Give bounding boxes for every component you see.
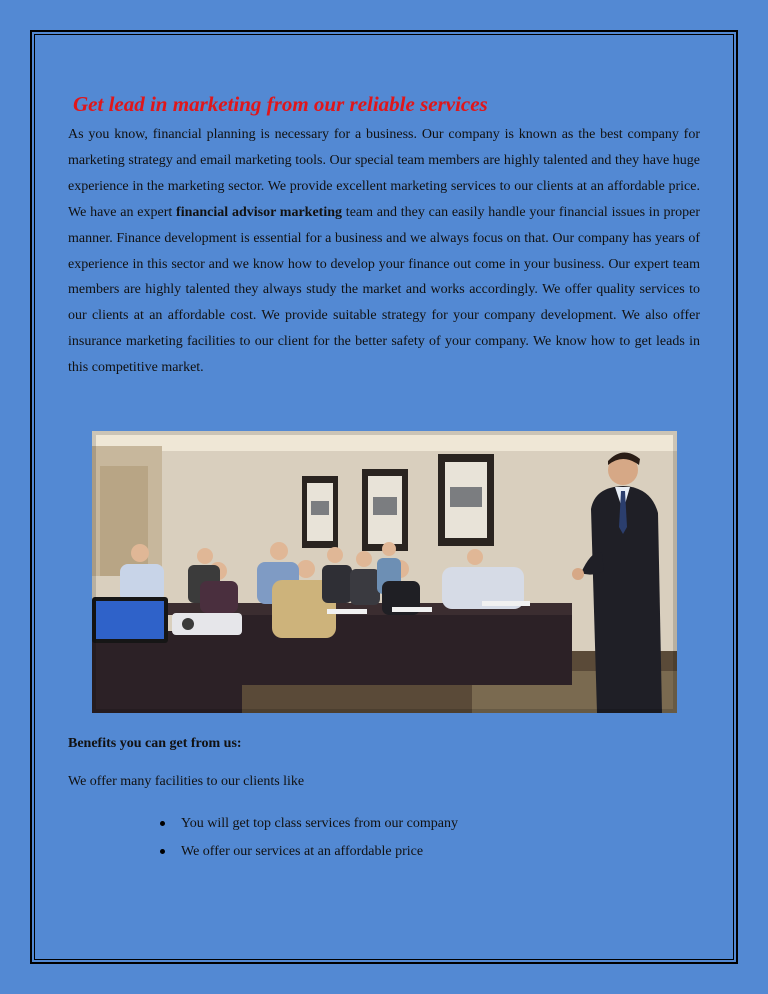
list-item-text: You will get top class services from our company: [181, 816, 458, 831]
benefits-heading: Benefits you can get from us:: [68, 736, 242, 751]
article-title: Get lead in marketing from our reliable services: [73, 92, 488, 116]
list-item: [158, 838, 458, 866]
document-content: [68, 90, 701, 859]
wall-frame-1: [302, 476, 338, 548]
paragraph-bold-keyword: financial advisor marketing: [176, 204, 343, 220]
benefits-intro: We offer many facilities to our clients like: [68, 774, 305, 789]
article-paragraph: [68, 122, 700, 381]
bullet-icon: [160, 849, 165, 854]
seminar-photo: [92, 431, 677, 713]
wall-frame-3: [438, 454, 494, 546]
wall-frame-2: [362, 469, 408, 551]
paragraph-text-end: team and they can easily handle your financial issues in proper manner. Finance development is essential for a business and we always focus on that. Our company has years of experience in this sector and we know how to develop your finance out come in your business. Our expert team members are highly talented they always study the market and works accordingly. We offer quality services to our clients at an affordable cost. We provide suitable strategy for your company development. We also offer insurance marketing facilities to our client for the better safety of your company. We know how to get leads in this competitive market.: [68, 204, 701, 376]
bullet-icon: [160, 821, 165, 826]
benefits-list: [158, 810, 458, 866]
paragraph-text-start: As you know, financial planning is necessary for a business. Our company is known as the best company for marketing strategy and email marketing tools. Our special team members are highly talented and they have huge experience in the marketing sector. We provide excellent marketing services to our clients at an affordable price. We have an expert: [68, 127, 700, 220]
list-item: [158, 810, 458, 838]
list-item-text: We offer our services at an affordable price: [181, 844, 424, 859]
